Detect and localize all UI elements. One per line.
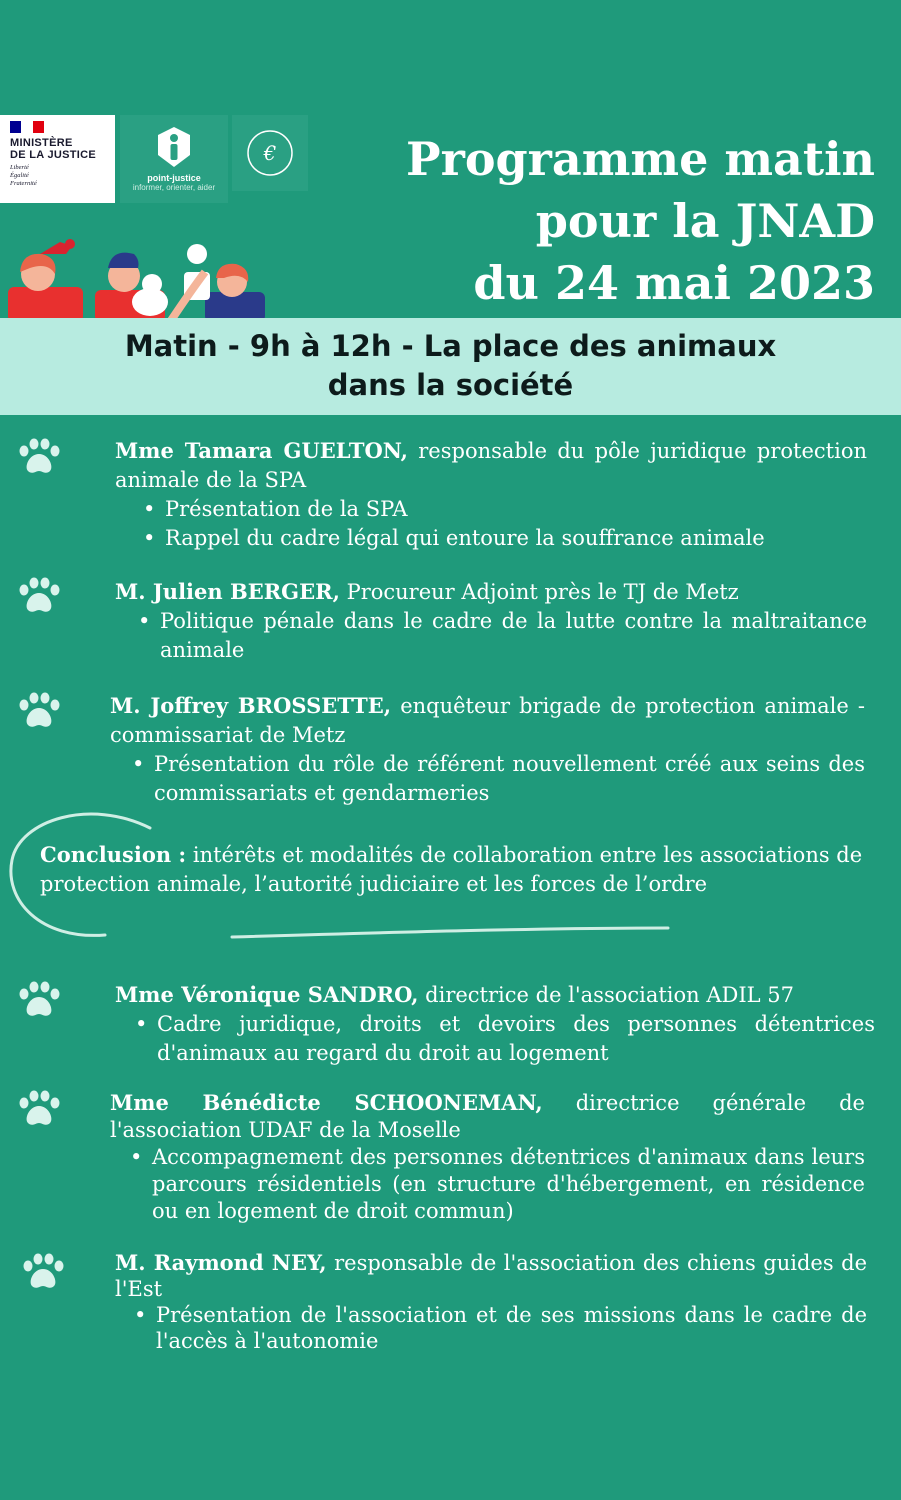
title-line3: du 24 mai 2023 (473, 256, 875, 310)
speaker-name: M. Raymond NEY, (115, 1250, 327, 1275)
french-flag-icon (10, 121, 44, 133)
paw-icon (14, 691, 64, 731)
conclusion-text: intérêts et modalités de collaboration entre les associations de protection animale, l’autorité judiciaire et les forces de l’ordre (40, 843, 863, 896)
ministere-justice-logo (0, 115, 115, 203)
motto-fraternite: Fraternité (10, 180, 37, 187)
point-justice-logo (120, 115, 228, 203)
speaker-lead (115, 436, 867, 495)
speaker-role: directrice générale de l'association UDAF de la Moselle (110, 1091, 865, 1142)
title-line1: Programme matin (406, 132, 875, 186)
speaker-name: Mme Tamara GUELTON, (115, 438, 408, 463)
banner-line2: dans la société (327, 368, 574, 402)
speaker-name: Mme Véronique SANDRO, (115, 982, 419, 1007)
motto-liberte: Liberté (10, 164, 29, 171)
point-justice-tagline: informer, orienter, aider (132, 183, 216, 192)
speaker-name: Mme Bénédicte SCHOONEMAN, (110, 1090, 543, 1115)
point-justice-name: point-justice (147, 173, 201, 183)
page-title (355, 128, 875, 314)
info-person-icon (154, 125, 194, 169)
ministere-line2: DE LA JUSTICE (10, 149, 97, 161)
speaker-role: responsable du pôle juridique protection animale de la SPA (115, 439, 867, 492)
session-banner (0, 318, 901, 415)
ministere-line1: MINISTÈRE (10, 137, 73, 149)
speaker-entry (110, 1089, 865, 1225)
people-with-animals-illustration (0, 232, 270, 322)
speaker-lead (110, 1089, 865, 1144)
svg-text:€: € (263, 141, 277, 165)
paw-icon (14, 576, 64, 616)
topic-item: • Présentation de la SPA (143, 497, 408, 521)
speaker-role: responsable de l'association des chiens guides de l'Est (115, 1251, 867, 1301)
speaker-role: Procureur Adjoint près le TJ de Metz (339, 580, 739, 604)
topic-list (115, 1010, 875, 1068)
topic-item: • Accompagnement des personnes détentrices d'animaux dans leurs parcours résidentiels (en structure d'hébergement, en résidence ou en logement de droit commun) (130, 1145, 865, 1223)
speaker-entry (110, 691, 865, 808)
paw-icon (18, 1252, 68, 1292)
topic-item: • Présentation du rôle de référent nouvellement créé aux seins des commissariats et gendarmeries (132, 752, 865, 805)
speaker-name: M. Julien BERGER, (115, 579, 340, 604)
speaker-role: directrice de l'association ADIL 57 (418, 983, 795, 1007)
speaker-lead (115, 577, 867, 607)
speaker-lead (115, 1250, 867, 1302)
euro-circle-icon (245, 128, 295, 178)
paw-icon (14, 980, 64, 1020)
topic-item: • Cadre juridique, droits et devoirs des personnes détentrices d'animaux au regard du droit au logement (135, 1012, 875, 1065)
speaker-entry (115, 1250, 867, 1354)
speaker-role: enquêteur brigade de protection animale - commissariat de Metz (110, 694, 865, 747)
paw-icon (14, 1089, 64, 1129)
motto-egalite: Égalité (10, 172, 29, 179)
title-line2: pour la JNAD (535, 194, 875, 248)
speaker-lead (110, 691, 865, 750)
speaker-entry (115, 577, 867, 665)
banner-line1: Matin - 9h à 12h - La place des animaux (124, 329, 777, 363)
topic-list (110, 1144, 865, 1225)
conclusion-label: Conclusion : (40, 842, 187, 867)
topic-list (115, 607, 867, 665)
topic-item: • Rappel du cadre légal qui entoure la souffrance animale (143, 526, 765, 550)
speaker-entry (115, 980, 875, 1068)
speaker-entry (115, 436, 867, 553)
topic-item: • Présentation de l'association et de ses missions dans le cadre de l'accès à l'autonomie (134, 1303, 867, 1353)
topic-list (115, 495, 867, 553)
speaker-name: M. Joffrey BROSSETTE, (110, 693, 392, 718)
speaker-lead (115, 980, 875, 1010)
paw-icon (14, 437, 64, 477)
euro-logo (232, 115, 308, 191)
topic-item: • Politique pénale dans le cadre de la lutte contre la maltraitance animale (138, 609, 867, 662)
conclusion-block (40, 840, 880, 899)
topic-list (115, 1302, 867, 1354)
